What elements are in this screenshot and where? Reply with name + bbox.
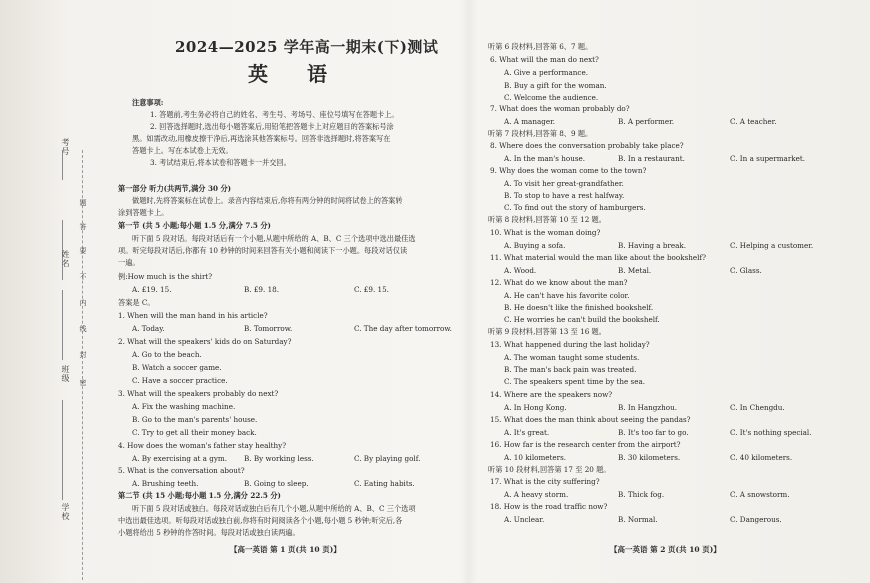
page-fold-shadow xyxy=(460,0,478,583)
seal-dashed-line xyxy=(82,150,83,580)
material-intro: 听第 6 段材料,回答第 6、7 题。 xyxy=(488,42,593,51)
option-b: B. By working less. xyxy=(244,454,314,463)
option-a: A. The woman taught some students. xyxy=(504,353,640,362)
example-question: 例:How much is the shirt? xyxy=(118,272,213,281)
notice-item: 答题卡上。写在本试卷上无效。 xyxy=(132,146,233,155)
question-text: 10. What is the woman doing? xyxy=(490,228,601,237)
option-c: C. In a supermarket. xyxy=(730,154,806,163)
option-c: C. The day after tomorrow. xyxy=(354,324,452,333)
question-text: 17. What is the city suffering? xyxy=(490,477,600,486)
option-b: B. Tomorrow. xyxy=(244,324,293,333)
option-a: A. Wood. xyxy=(504,266,537,275)
option-b: B. In a restaurant. xyxy=(618,154,685,163)
option-b: B. 30 kilometers. xyxy=(618,453,681,462)
option-c: C. It's nothing special. xyxy=(730,428,812,437)
option-c: C. £9. 15. xyxy=(354,285,389,294)
question-text: 11. What material would the man like about the bookshelf? xyxy=(490,253,706,262)
option-c: C. 40 kilometers. xyxy=(730,453,793,462)
option-a: A. A heavy storm. xyxy=(504,490,569,499)
page-footer: 【高一英语 第 1 页(共 10 页)】 xyxy=(230,545,341,554)
option-c: C. A snowstorm. xyxy=(730,490,790,499)
option-b: B. He doesn't like the finished bookshelf. xyxy=(504,303,654,312)
option-a: A. Go to the beach. xyxy=(132,350,202,359)
question-text: 2. What will the speakers' kids do on Saturday? xyxy=(118,337,292,346)
option-b: B. Go to the man's parents' house. xyxy=(132,415,258,424)
option-c: C. Dangerous. xyxy=(730,515,782,524)
option-b: B. Metal. xyxy=(618,266,652,275)
option-b: B. Normal. xyxy=(618,515,658,524)
option-a: A. To visit her great-grandfather. xyxy=(504,179,624,188)
option-b: B. The man's back pain was treated. xyxy=(504,365,637,374)
option-b: B. Watch a soccer game. xyxy=(132,363,222,372)
section2-heading: 第二节 (共 15 小题;每小题 1.5 分,满分 22.5 分) xyxy=(118,491,281,500)
seal-char: 题 xyxy=(79,199,87,207)
question-text: 15. What does the man think about seeing the pandas? xyxy=(490,415,691,424)
question-text: 5. What is the conversation about? xyxy=(118,466,245,475)
seal-char: 答 xyxy=(79,223,87,231)
option-c: C. Welcome the audience. xyxy=(504,93,599,102)
option-c: C. Helping a customer. xyxy=(730,241,814,250)
section1-intro: 听下面 5 段对话。每段对话后有一个小题,从题中所给的 A、B、C 三个选项中选出最佳选 xyxy=(132,234,416,243)
option-c: C. In Chengdu. xyxy=(730,403,785,412)
question-text: 3. What will the speakers probably do next? xyxy=(118,389,279,398)
option-a: A. In the man's house. xyxy=(504,154,586,163)
option-c: C. Have a soccer practice. xyxy=(132,376,228,385)
example-answer: 答案是 C。 xyxy=(118,298,155,307)
option-b: B. In Hangzhou. xyxy=(618,403,678,412)
option-c: C. The speakers spent time by the sea. xyxy=(504,377,646,386)
notice-item: 2. 回答选择题时,选出每小题答案后,用铅笔把答题卡上对应题目的答案标号涂 xyxy=(150,122,394,131)
section2-intro: 听下面 5 段对话或独白。每段对话或独白后有几个小题,从题中所给的 A、B、C 三个选项 xyxy=(132,504,416,513)
option-a: A. Today. xyxy=(132,324,165,333)
option-a: A. 10 kilometers. xyxy=(504,453,567,462)
section1-intro: 项。听完每段对话后,你都有 10 秒钟的时间来回答有关小题和阅读下一小题。每段对话仅读 xyxy=(118,246,408,255)
question-text: 9. Why does the woman come to the town? xyxy=(490,166,647,175)
option-a: A. £19. 15. xyxy=(132,285,172,294)
part1-heading: 第一部分 听力(共两节,满分 30 分) xyxy=(118,184,232,193)
material-intro: 听第 8 段材料,回答第 10 至 12 题。 xyxy=(488,215,606,224)
binding-line xyxy=(62,290,63,360)
question-text: 18. How is the road traffic now? xyxy=(490,502,608,511)
question-text: 12. What do we know about the man? xyxy=(490,278,628,287)
notice-item: 黑。如需改动,用橡皮擦干净后,再选涂其他答案标号。回答非选择题时,将答案写在 xyxy=(132,134,391,143)
material-intro: 听第 7 段材料,回答第 8、9 题。 xyxy=(488,129,593,138)
xingming-label: 姓名 xyxy=(61,250,70,268)
notice-item: 1. 答题前,考生务必将自己的姓名、考生号、考场号、座位号填写在答题卡上。 xyxy=(150,110,399,119)
option-a: A. Fix the washing machine. xyxy=(132,402,236,411)
option-c: C. Try to get all their money back. xyxy=(132,428,257,437)
xuexiao-label: 学校 xyxy=(61,503,70,521)
question-text: 7. What does the woman probably do? xyxy=(490,104,630,113)
option-b: B. Buy a gift for the woman. xyxy=(504,81,607,90)
section1-intro: 一遍。 xyxy=(118,258,140,267)
exam-title: 2024—2025 学年高一期末(下)测试 xyxy=(175,38,439,56)
part1-intro: 做题时,先将答案标在试卷上。录音内容结束后,你将有两分钟的时间将试卷上的答案转 xyxy=(132,196,403,205)
notice-item: 3. 考试结束后,将本试卷和答题卡一并交回。 xyxy=(150,158,291,167)
question-text: 4. How does the woman's father stay healthy? xyxy=(118,441,287,450)
question-text: 14. Where are the speakers now? xyxy=(490,390,613,399)
option-b: B. Having a break. xyxy=(618,241,687,250)
option-c: C. By playing golf. xyxy=(354,454,421,463)
option-c: C. Eating habits. xyxy=(354,479,415,488)
option-c: C. He worries he can't build the bookshelf. xyxy=(504,315,660,324)
seal-char: 内 xyxy=(79,299,87,307)
option-c: C. Glass. xyxy=(730,266,762,275)
option-a: A. Give a performance. xyxy=(504,68,588,77)
seal-char: 密 xyxy=(79,379,87,387)
option-c: C. A teacher. xyxy=(730,117,777,126)
question-text: 8. Where does the conversation probably take place? xyxy=(490,141,684,150)
option-a: A. Brushing teeth. xyxy=(132,479,199,488)
option-a: A. He can't have his favorite color. xyxy=(504,291,630,300)
material-intro: 听第 10 段材料,回答第 17 至 20 题。 xyxy=(488,465,611,474)
question-text: 13. What happened during the last holiday? xyxy=(490,340,650,349)
seal-char: 线 xyxy=(79,325,87,333)
option-c: C. To find out the story of hamburgers. xyxy=(504,203,646,212)
option-a: A. A manager. xyxy=(504,117,556,126)
option-a: A. Buying a sofa. xyxy=(504,241,566,250)
section2-intro: 中选出最佳选项。听每段对话或独白前,你将有时间阅读各个小题,每小题 5 秒钟;听完后,各 xyxy=(118,516,403,525)
option-b: B. To stop to have a rest halfway. xyxy=(504,191,625,200)
option-b: B. Thick fog. xyxy=(618,490,665,499)
option-a: A. It's great. xyxy=(504,428,550,437)
option-b: B. £9. 18. xyxy=(244,285,279,294)
section2-intro: 小题将给出 5 秒钟的作答时间。每段对话或独白读两遍。 xyxy=(118,528,300,537)
option-b: B. It's too far to go. xyxy=(618,428,689,437)
question-text: 16. How far is the research center from the airport? xyxy=(490,440,681,449)
binding-margin xyxy=(0,0,100,583)
option-a: A. Unclear. xyxy=(504,515,545,524)
option-a: A. In Hong Kong. xyxy=(504,403,567,412)
kaohao-label: 考号 xyxy=(61,138,70,156)
seal-char: 要 xyxy=(79,247,87,255)
option-a: A. By exercising at a gym. xyxy=(132,454,227,463)
subject-title: 英 语 xyxy=(248,62,343,86)
notice-title: 注意事项: xyxy=(132,98,164,107)
option-b: B. A performer. xyxy=(618,117,675,126)
seal-char: 不 xyxy=(79,273,87,281)
banji-label: 班级 xyxy=(61,365,70,383)
material-intro: 听第 9 段材料,回答第 13 至 16 题。 xyxy=(488,327,606,336)
page-footer: 【高一英语 第 2 页(共 10 页)】 xyxy=(610,545,721,554)
part1-intro: 涂到答题卡上。 xyxy=(118,208,169,217)
question-text: 6. What will the man do next? xyxy=(490,55,599,64)
option-b: B. Going to sleep. xyxy=(244,479,309,488)
seal-char: 封 xyxy=(79,351,87,359)
question-text: 1. When will the man hand in his article? xyxy=(118,311,268,320)
section1-heading: 第一节 (共 5 小题;每小题 1.5 分,满分 7.5 分) xyxy=(118,221,271,230)
binding-line xyxy=(62,400,63,500)
